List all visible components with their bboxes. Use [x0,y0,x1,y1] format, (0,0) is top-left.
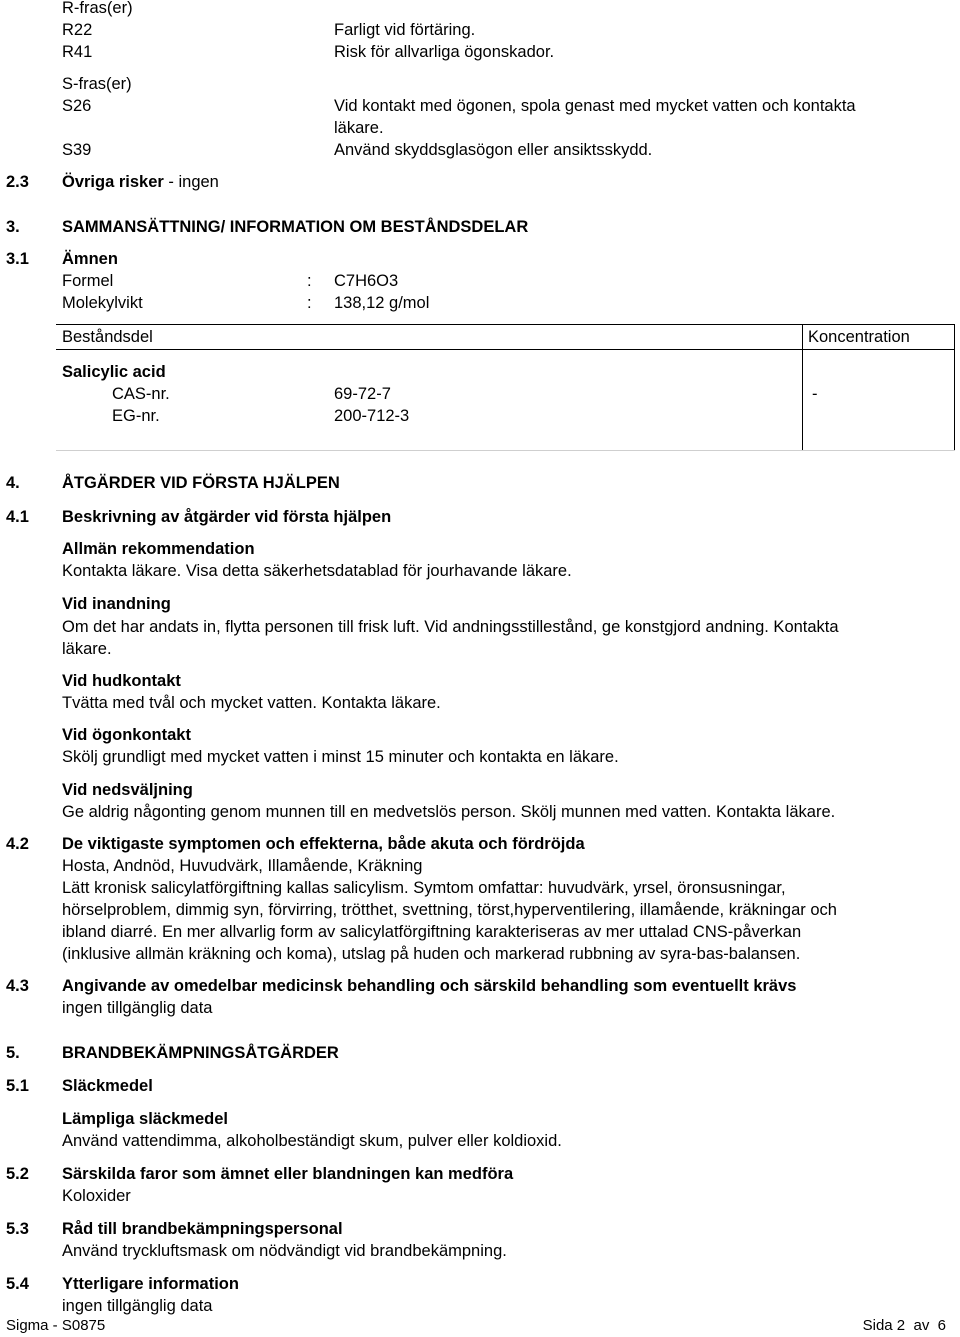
table-border-bottom [56,450,955,451]
section-3-1-title: Ämnen [62,250,118,268]
r-phrase-text: Farligt vid förtäring. [334,21,476,39]
footer-page-number: Sida 2 av 6 [862,1317,946,1334]
table-header-divider [56,349,955,350]
section-4-3-number: 4.3 [6,977,29,995]
s-phrase-code: S26 [62,97,92,115]
cas-value: 69-72-7 [334,385,391,403]
inhalation-heading: Vid inandning [62,595,171,613]
s-phrase-text: Vid kontakt med ögonen, spola genast med mycket vatten och kontakta [334,97,856,115]
concentration-value: - [812,385,818,403]
section-5-title: BRANDBEKÄMPNINGSÅTGÄRDER [62,1044,339,1062]
section-4-2-number: 4.2 [6,835,29,853]
ingestion-heading: Vid nedsväljning [62,781,193,799]
s-phrases-header: S-fras(er) [62,75,132,93]
suitable-media-text: Använd vattendimma, alkoholbeständigt skum, pulver eller koldioxid. [62,1132,562,1150]
section-3-title: SAMMANSÄTTNING/ INFORMATION OM BESTÅNDSDELAR [62,218,529,236]
substance-name: Salicylic acid [62,363,166,381]
s-phrase-text-cont: läkare. [334,119,384,137]
molecular-weight-label: Molekylvikt [62,294,143,312]
skin-contact-heading: Vid hudkontakt [62,672,181,690]
r-phrase-code: R22 [62,21,93,39]
section-3-number: 3. [6,218,20,236]
section-3-1-number: 3.1 [6,250,29,268]
section-5-1-title: Släckmedel [62,1077,153,1095]
section-2-3-title: Övriga risker [62,173,164,191]
table-header-component: Beståndsdel [62,328,153,346]
section-4-number: 4. [6,474,20,492]
symptoms-text-line: Lätt kronisk salicylatförgiftning kallas salicylism. Symtom omfattar: huvudvärk, yrsel, öronsusningar, [62,879,786,897]
table-column-divider [802,324,803,451]
table-header-concentration: Koncentration [808,328,910,346]
section-4-3-title: Angivande av omedelbar medicinsk behandling och särskild behandling som eventuellt krävs [62,977,797,995]
formula-separator: : [307,272,312,290]
section-4-3-text: ingen tillgänglig data [62,999,213,1017]
inhalation-text-cont: läkare. [62,640,112,658]
section-5-3-number: 5.3 [6,1220,29,1238]
formula-value: C7H6O3 [334,272,399,290]
section-5-3-title: Råd till brandbekämpningspersonal [62,1220,343,1238]
inhalation-text: Om det har andats in, flytta personen till frisk luft. Vid andningsstillestånd, ge konstgjord andning. Kontakta [62,618,839,636]
cas-label: CAS-nr. [112,385,170,403]
section-5-4-number: 5.4 [6,1275,29,1293]
molecular-weight-value: 138,12 g/mol [334,294,430,312]
suitable-media-heading: Lämpliga släckmedel [62,1110,228,1128]
section-5-2-text: Koloxider [62,1187,131,1205]
section-5-4-text: ingen tillgänglig data [62,1297,213,1315]
section-5-3-text: Använd tryckluftsmask om nödvändigt vid brandbekämpning. [62,1242,507,1260]
section-4-2-title: De viktigaste symptomen och effekterna, både akuta och fördröjda [62,835,585,853]
r-phrases-header: R-fras(er) [62,0,133,17]
eg-label: EG-nr. [112,407,160,425]
symptoms-text-line: ibland diarré. En mer allvarlig form av salicylatförgiftning karakteriseras av mer uttalad CNS-påverkan [62,923,802,941]
section-5-1-number: 5.1 [6,1077,29,1095]
eg-value: 200-712-3 [334,407,410,425]
eye-contact-heading: Vid ögonkontakt [62,726,191,744]
table-border-right [954,324,955,451]
table-border-top [56,324,955,325]
s-phrase-code: S39 [62,141,92,159]
footer-document-id: Sigma - S0875 [6,1317,106,1334]
r-phrase-code: R41 [62,43,93,61]
r-phrase-text: Risk för allvarliga ögonskador. [334,43,555,61]
ingestion-text: Ge aldrig någonting genom munnen till en medvetslös person. Skölj munnen med vatten. Kontakta läkare. [62,803,836,821]
eye-contact-text: Skölj grundligt med mycket vatten i minst 15 minuter och kontakta en läkare. [62,748,619,766]
general-advice-heading: Allmän rekommendation [62,540,255,558]
general-advice-text: Kontakta läkare. Visa detta säkerhetsdatablad för jourhavande läkare. [62,562,572,580]
symptoms-text-line: hörselproblem, dimmig syn, förvirring, trötthet, svettning, törst,hyperventilering, illamående, kräkningar och [62,901,837,919]
section-4-1-number: 4.1 [6,508,29,526]
section-2-3-number: 2.3 [6,173,29,191]
section-5-number: 5. [6,1044,20,1062]
formula-label: Formel [62,272,114,290]
section-4-1-title: Beskrivning av åtgärder vid första hjälpen [62,508,392,526]
symptoms-text-line: (inklusive allmän kräkning och koma), utslag på huden och markerad rubbning av syra-bas-balansen. [62,945,801,963]
section-2-3-heading [62,171,219,193]
s-phrase-text: Använd skyddsglasögon eller ansiktsskydd. [334,141,653,159]
section-5-2-number: 5.2 [6,1165,29,1183]
section-5-2-title: Särskilda faror som ämnet eller blandningen kan medföra [62,1165,514,1183]
section-2-3-suffix: - ingen [163,173,219,191]
skin-contact-text: Tvätta med tvål och mycket vatten. Kontakta läkare. [62,694,441,712]
section-4-title: ÅTGÄRDER VID FÖRSTA HJÄLPEN [62,474,340,492]
symptoms-list: Hosta, Andnöd, Huvudvärk, Illamående, Kräkning [62,857,423,875]
molecular-weight-separator: : [307,294,312,312]
section-5-4-title: Ytterligare information [62,1275,239,1293]
